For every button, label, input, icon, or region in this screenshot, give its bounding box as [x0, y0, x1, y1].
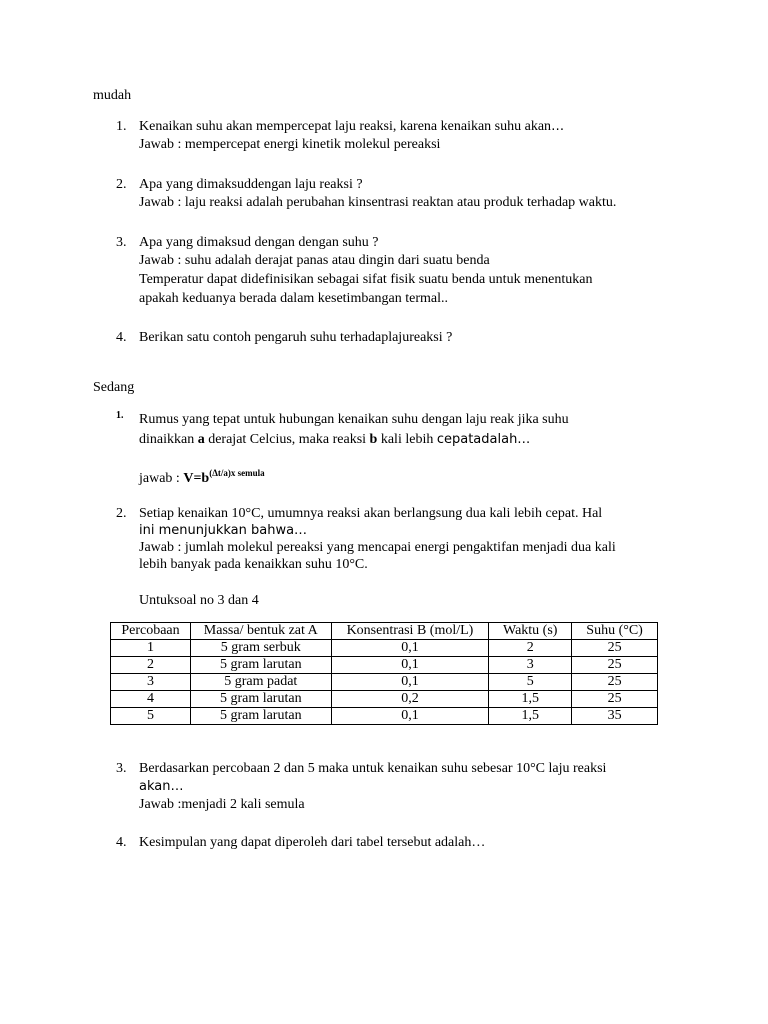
question-number: 3. — [116, 235, 127, 250]
header-waktu: Waktu (s) — [489, 623, 572, 640]
answer-text: Jawab : suhu adalah derajat panas atau dingin dari suatu benda — [139, 253, 490, 268]
cell: 5 — [111, 708, 191, 725]
answer-text: lebih banyak pada kenaikkan suhu 10°C. — [139, 557, 368, 572]
cell: 25 — [572, 691, 658, 708]
cell: 1 — [111, 640, 191, 657]
table-row — [111, 708, 658, 725]
text-segment: cepatadalah… — [436, 432, 531, 447]
question-text: Apa yang dimaksud dengan dengan suhu ? — [139, 235, 379, 250]
question-text — [139, 118, 679, 136]
header-percobaan: Percobaan — [111, 623, 191, 640]
table-header-row — [111, 623, 658, 640]
cell: 25 — [572, 640, 658, 657]
answer-prefix: jawab : — [139, 471, 184, 486]
cell: 3 — [489, 657, 572, 674]
question-number: 2. — [116, 506, 127, 521]
question-1-text: Kenaikan suhu akan mempercepat laju reaksi, karena kenaikan suhu akan — [139, 119, 552, 134]
question-text-line2 — [139, 431, 679, 449]
cell: 5 gram larutan — [190, 691, 331, 708]
experiment-table — [110, 622, 658, 725]
cell: 0,1 — [331, 657, 489, 674]
table-intro: Untuksoal no 3 dan 4 — [139, 593, 259, 608]
cell: 0,2 — [331, 691, 489, 708]
cell: 2 — [489, 640, 572, 657]
question-number: 4. — [116, 330, 127, 345]
section-title-easy: mudah — [93, 88, 132, 103]
cell: 0,1 — [331, 674, 489, 691]
text-segment: dinaikkan — [139, 432, 198, 447]
cell: 5 gram padat — [190, 674, 331, 691]
cell: 0,1 — [331, 640, 489, 657]
cell: 4 — [111, 691, 191, 708]
question-text-line2: ini menunjukkan bahwa… — [139, 523, 308, 538]
text-segment: derajat Celcius, maka reaksi — [204, 432, 370, 447]
question-number: 1. — [116, 119, 127, 134]
ellipsis: … — [551, 119, 565, 134]
question-text: Berdasarkan percobaan 2 dan 5 maka untuk kenaikan suhu sebesar 10°C laju reaksi — [139, 761, 607, 776]
table-row — [111, 657, 658, 674]
header-massa: Massa/ bentuk zat A — [190, 623, 331, 640]
cell: 2 — [111, 657, 191, 674]
cell: 1,5 — [489, 708, 572, 725]
question-number: 3. — [116, 761, 127, 776]
question-number: 4. — [116, 835, 127, 850]
answer-text: Jawab : laju reaksi adalah perubahan kinsentrasi reaktan atau produk terhadap waktu. — [139, 195, 617, 210]
question-number: 2. — [116, 177, 127, 192]
answer-text: Jawab : jumlah molekul pereaksi yang mencapai energi pengaktifan menjadi dua kali — [139, 540, 616, 555]
answer-text: Jawab : mempercepat energi kinetik molekul pereaksi — [139, 137, 441, 152]
question-number: 1. — [116, 410, 124, 421]
cell: 5 gram larutan — [190, 708, 331, 725]
formula-exponent: (Δt/a)x semula — [209, 468, 265, 478]
cell: 5 gram serbuk — [190, 640, 331, 657]
cell: 25 — [572, 657, 658, 674]
section-title-medium: Sedang — [93, 380, 135, 395]
question-text: Rumus yang tepat untuk hubungan kenaikan suhu dengan laju reak jika suhu — [139, 412, 569, 427]
table-row — [111, 640, 658, 657]
question-text: Kesimpulan yang dapat diperoleh dari tabel tersebut adalah… — [139, 835, 486, 850]
answer-extra: apakah keduanya berada dalam kesetimbangan termal.. — [139, 291, 449, 306]
cell: 5 gram larutan — [190, 657, 331, 674]
text-segment: kali lebih — [377, 432, 437, 447]
answer-text: Jawab :menjadi 2 kali semula — [139, 797, 305, 812]
header-suhu: Suhu (°C) — [572, 623, 658, 640]
formula: V=b — [183, 471, 210, 486]
cell: 25 — [572, 674, 658, 691]
cell: 35 — [572, 708, 658, 725]
cell: 3 — [111, 674, 191, 691]
question-text: Apa yang dimaksuddengan laju reaksi ? — [139, 177, 363, 192]
variable-a: a — [197, 432, 205, 447]
question-text-line2: akan… — [139, 779, 184, 794]
cell: 5 — [489, 674, 572, 691]
answer-extra: Temperatur dapat didefinisikan sebagai sifat fisik suatu benda untuk menentukan — [139, 272, 593, 287]
question-text: Setiap kenaikan 10°C, umumnya reaksi akan berlangsung dua kali lebih cepat. Hal — [139, 506, 603, 521]
answer-formula — [139, 470, 679, 488]
cell: 0,1 — [331, 708, 489, 725]
cell: 1,5 — [489, 691, 572, 708]
header-konsentrasi: Konsentrasi B (mol/L) — [331, 623, 489, 640]
question-text: Berikan satu contoh pengaruh suhu terhadaplajureaksi ? — [139, 330, 453, 345]
table-row — [111, 691, 658, 708]
variable-b: b — [369, 432, 378, 447]
table-row — [111, 674, 658, 691]
